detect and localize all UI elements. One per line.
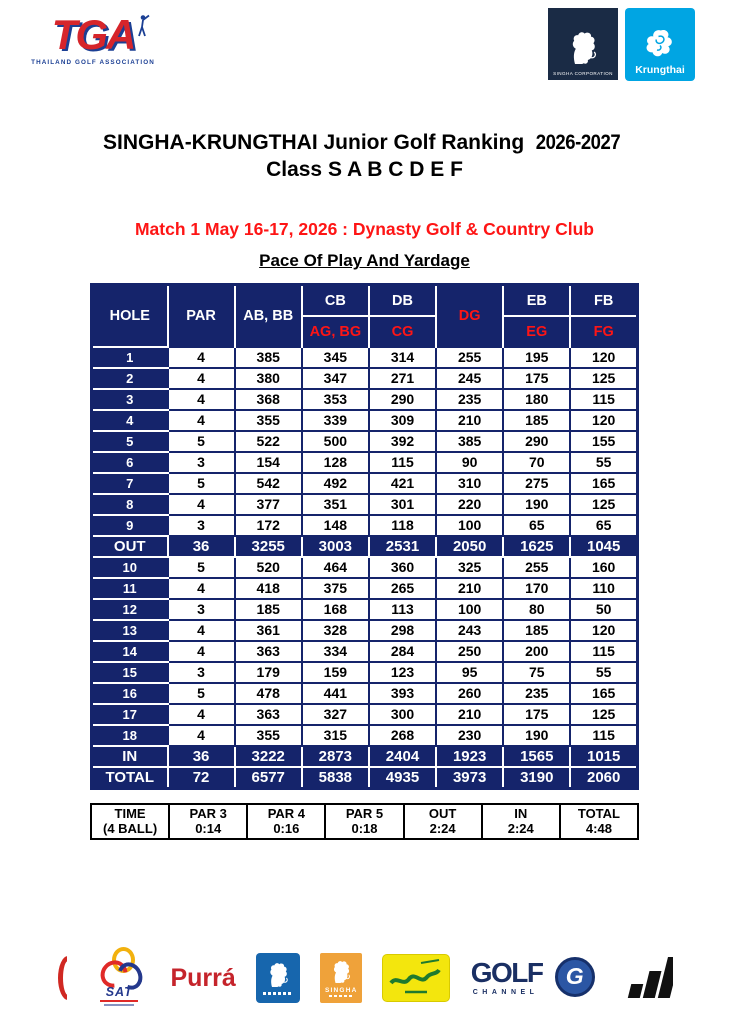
title-season: 2026-2027 xyxy=(535,131,621,154)
adidas-stripes-icon xyxy=(615,953,673,999)
summary-row xyxy=(92,767,638,789)
yardage-cell: 170 xyxy=(503,578,570,599)
hole-cell: TOTAL xyxy=(92,767,168,789)
yardage-cell: 255 xyxy=(436,347,503,368)
yardage-cell: 542 xyxy=(235,473,302,494)
yardage-cell: 120 xyxy=(570,410,637,431)
yardage-cell: 268 xyxy=(369,725,436,746)
hole-row xyxy=(92,557,638,578)
yardage-cell: 325 xyxy=(436,557,503,578)
hole-cell: 18 xyxy=(92,725,168,746)
adidas-logo xyxy=(615,953,673,1004)
yardage-cell: 3190 xyxy=(503,767,570,789)
summary-row xyxy=(92,746,638,767)
yardage-cell: 190 xyxy=(503,725,570,746)
hole-cell: 2 xyxy=(92,368,168,389)
yardage-cell: 115 xyxy=(570,389,637,410)
yardage-cell: 271 xyxy=(369,368,436,389)
par-cell: 4 xyxy=(168,410,235,431)
yardage-cell: 185 xyxy=(503,410,570,431)
yardage-cell: 95 xyxy=(436,662,503,683)
col-header-par: PAR xyxy=(168,285,235,348)
yardage-cell: 90 xyxy=(436,452,503,473)
time-cell-label: PAR 5 xyxy=(345,806,384,821)
sponsor-logos xyxy=(58,946,673,1010)
yardage-cell: 284 xyxy=(369,641,436,662)
yardage-cell: 300 xyxy=(369,704,436,725)
par-cell: 4 xyxy=(168,620,235,641)
yardage-table-body xyxy=(92,347,638,789)
golf-label: GOLF xyxy=(470,957,543,988)
yardage-cell: 327 xyxy=(302,704,369,725)
yardage-cell: 464 xyxy=(302,557,369,578)
time-cell-value: 0:14 xyxy=(195,821,222,836)
yardage-cell: 125 xyxy=(570,704,637,725)
hole-cell: 4 xyxy=(92,410,168,431)
yardage-cell: 309 xyxy=(369,410,436,431)
par-cell: 4 xyxy=(168,725,235,746)
yardage-cell: 314 xyxy=(369,347,436,368)
hole-row xyxy=(92,641,638,662)
yardage-cell: 210 xyxy=(436,704,503,725)
par-cell: 4 xyxy=(168,578,235,599)
yardage-cell: 3255 xyxy=(235,536,302,557)
yardage-cell: 179 xyxy=(235,662,302,683)
yardage-cell: 275 xyxy=(503,473,570,494)
yardage-cell: 310 xyxy=(436,473,503,494)
col-header-fg: FG xyxy=(570,316,637,347)
yardage-cell: 200 xyxy=(503,641,570,662)
par-cell: 5 xyxy=(168,473,235,494)
thai-text-line xyxy=(329,995,353,997)
yardage-cell: 2404 xyxy=(369,746,436,767)
yardage-cell: 155 xyxy=(570,431,637,452)
hole-row xyxy=(92,704,638,725)
yardage-cell: 393 xyxy=(369,683,436,704)
channel-label: CHANNEL xyxy=(472,989,539,996)
yardage-cell: 175 xyxy=(503,704,570,725)
title-line1: SINGHA-KRUNGTHAI Junior Golf Ranking xyxy=(103,131,525,154)
yardage-cell: 478 xyxy=(235,683,302,704)
time-cell xyxy=(91,804,169,839)
singha-lion-icon xyxy=(266,961,290,989)
yardage-cell: 175 xyxy=(503,368,570,389)
thai-text-line xyxy=(263,992,293,995)
col-header-fb: FB xyxy=(570,285,637,317)
yardage-cell: 185 xyxy=(235,599,302,620)
yardage-cell: 265 xyxy=(369,578,436,599)
yardage-cell: 70 xyxy=(503,452,570,473)
yardage-cell: 355 xyxy=(235,725,302,746)
par-cell: 3 xyxy=(168,662,235,683)
hole-cell: 5 xyxy=(92,431,168,452)
yardage-cell: 154 xyxy=(235,452,302,473)
par-cell: 4 xyxy=(168,389,235,410)
par-cell: 36 xyxy=(168,536,235,557)
yardage-cell: 115 xyxy=(369,452,436,473)
yardage-cell: 235 xyxy=(436,389,503,410)
yardage-cell: 180 xyxy=(503,389,570,410)
hole-cell: 13 xyxy=(92,620,168,641)
hole-row xyxy=(92,389,638,410)
golf-channel-g-icon: G xyxy=(555,957,595,997)
tga-wordmark: TGA xyxy=(51,11,135,58)
hole-row xyxy=(92,599,638,620)
yardage-cell: 421 xyxy=(369,473,436,494)
hole-row xyxy=(92,725,638,746)
yardage-cell: 360 xyxy=(369,557,436,578)
singha-logo xyxy=(320,953,362,1003)
yardage-cell: 75 xyxy=(503,662,570,683)
yardage-cell: 418 xyxy=(235,578,302,599)
sat-microtext xyxy=(104,1004,134,1006)
singha-lion-icon xyxy=(330,959,352,985)
title-line2: Class S A B C D E F xyxy=(266,158,463,181)
yardage-cell: 2060 xyxy=(570,767,637,789)
par-cell: 4 xyxy=(168,494,235,515)
yardage-cell: 353 xyxy=(302,389,369,410)
time-table-row xyxy=(91,804,638,839)
hole-cell: 11 xyxy=(92,578,168,599)
yardage-cell: 195 xyxy=(503,347,570,368)
yardage-cell: 1045 xyxy=(570,536,637,557)
time-cell-value: 4:48 xyxy=(585,821,612,836)
hole-row xyxy=(92,368,638,389)
yardage-cell: 3003 xyxy=(302,536,369,557)
yardage-cell: 2050 xyxy=(436,536,503,557)
yardage-cell: 6577 xyxy=(235,767,302,789)
thai-script-icon xyxy=(383,955,449,1001)
yardage-cell: 80 xyxy=(503,599,570,620)
hole-cell: 6 xyxy=(92,452,168,473)
time-cell-value: (4 BALL) xyxy=(102,821,158,836)
yardage-table-header xyxy=(92,285,638,348)
hole-cell: 17 xyxy=(92,704,168,725)
time-cell-label: TIME xyxy=(114,806,146,821)
yardage-cell: 328 xyxy=(302,620,369,641)
yardage-cell: 120 xyxy=(570,347,637,368)
yardage-cell: 522 xyxy=(235,431,302,452)
yardage-cell: 120 xyxy=(570,620,637,641)
yardage-cell: 210 xyxy=(436,410,503,431)
hole-cell: 15 xyxy=(92,662,168,683)
yardage-cell: 315 xyxy=(302,725,369,746)
hole-cell: 7 xyxy=(92,473,168,494)
hole-row xyxy=(92,662,638,683)
col-header-eb: EB xyxy=(503,285,570,317)
yardage-cell: 2873 xyxy=(302,746,369,767)
yardage-cell: 65 xyxy=(570,515,637,536)
hole-row xyxy=(92,431,638,452)
krungthai-label: Krungthai xyxy=(635,64,685,76)
yardage-cell: 243 xyxy=(436,620,503,641)
yardage-cell: 245 xyxy=(436,368,503,389)
time-cell-label: OUT xyxy=(428,806,457,821)
hole-cell: 9 xyxy=(92,515,168,536)
yardage-cell: 255 xyxy=(503,557,570,578)
singha-lion-icon xyxy=(567,29,599,67)
hole-row xyxy=(92,620,638,641)
col-header-ab-bb: AB, BB xyxy=(235,285,302,348)
time-cell-label: TOTAL xyxy=(577,806,620,821)
tga-subtext: THAILAND GOLF ASSOCIATION xyxy=(31,59,155,66)
hole-cell: 8 xyxy=(92,494,168,515)
time-cell xyxy=(325,804,403,839)
col-header-eg: EG xyxy=(503,316,570,347)
par-cell: 3 xyxy=(168,452,235,473)
par-cell: 72 xyxy=(168,767,235,789)
yardage-cell: 115 xyxy=(570,641,637,662)
time-cell-value: 0:18 xyxy=(351,821,378,836)
yardage-cell: 65 xyxy=(503,515,570,536)
yardage-cell: 363 xyxy=(235,641,302,662)
yardage-cell: 159 xyxy=(302,662,369,683)
yardage-cell: 1923 xyxy=(436,746,503,767)
singha-corporation-label: SINGHA CORPORATION xyxy=(553,71,613,76)
yardage-cell: 298 xyxy=(369,620,436,641)
yardage-cell: 185 xyxy=(503,620,570,641)
hole-cell: OUT xyxy=(92,536,168,557)
yardage-cell: 172 xyxy=(235,515,302,536)
hole-cell: 16 xyxy=(92,683,168,704)
par-cell: 4 xyxy=(168,368,235,389)
yardage-cell: 345 xyxy=(302,347,369,368)
yardage-cell: 385 xyxy=(235,347,302,368)
yardage-cell: 520 xyxy=(235,557,302,578)
par-cell: 4 xyxy=(168,641,235,662)
hole-row xyxy=(92,515,638,536)
yardage-cell: 368 xyxy=(235,389,302,410)
time-cell xyxy=(404,804,482,839)
time-cell xyxy=(247,804,325,839)
krungthai-logo xyxy=(625,8,695,81)
page-title xyxy=(0,129,729,183)
hole-cell: IN xyxy=(92,746,168,767)
hole-row xyxy=(92,410,638,431)
yardage-cell: 2531 xyxy=(369,536,436,557)
yardage-cell: 301 xyxy=(369,494,436,515)
yardage-cell: 260 xyxy=(436,683,503,704)
yardage-cell: 363 xyxy=(235,704,302,725)
yardage-cell: 110 xyxy=(570,578,637,599)
hole-row xyxy=(92,473,638,494)
yardage-cell: 50 xyxy=(570,599,637,620)
yardage-table xyxy=(90,283,639,790)
yardage-cell: 1015 xyxy=(570,746,637,767)
yardage-cell: 190 xyxy=(503,494,570,515)
yardage-cell: 250 xyxy=(436,641,503,662)
yardage-cell: 118 xyxy=(369,515,436,536)
par-cell: 3 xyxy=(168,515,235,536)
yardage-cell: 3222 xyxy=(235,746,302,767)
sat-underline xyxy=(100,1000,138,1002)
yardage-cell: 55 xyxy=(570,662,637,683)
time-cell xyxy=(482,804,560,839)
time-table xyxy=(90,803,639,840)
section-heading: Pace Of Play And Yardage xyxy=(259,251,470,270)
purra-logo: Purrá xyxy=(170,963,236,992)
yardage-cell: 377 xyxy=(235,494,302,515)
par-cell: 3 xyxy=(168,599,235,620)
singha-label: SINGHA xyxy=(325,987,358,994)
time-cell xyxy=(169,804,247,839)
time-cell-value: 2:24 xyxy=(429,821,456,836)
time-cell-label: IN xyxy=(514,806,528,821)
par-cell: 5 xyxy=(168,557,235,578)
yardage-cell: 55 xyxy=(570,452,637,473)
time-cell xyxy=(560,804,638,839)
yardage-cell: 4935 xyxy=(369,767,436,789)
yardage-cell: 125 xyxy=(570,368,637,389)
col-header-ag-bg: AG, BG xyxy=(302,316,369,347)
sat-label: SAT xyxy=(105,985,133,999)
time-cell-value: 0:16 xyxy=(273,821,300,836)
match-info: Match 1 May 16-17, 2026 : Dynasty Golf & Country Club xyxy=(134,219,594,239)
yardage-cell: 351 xyxy=(302,494,369,515)
time-cell-label: PAR 3 xyxy=(189,806,227,821)
yardage-cell: 339 xyxy=(302,410,369,431)
yardage-cell: 441 xyxy=(302,683,369,704)
yardage-cell: 210 xyxy=(436,578,503,599)
yardage-cell: 123 xyxy=(369,662,436,683)
yardage-cell: 148 xyxy=(302,515,369,536)
yardage-cell: 500 xyxy=(302,431,369,452)
singha-water-logo xyxy=(256,953,300,1003)
yardage-cell: 230 xyxy=(436,725,503,746)
time-cell-value: 2:24 xyxy=(507,821,534,836)
hole-cell: 3 xyxy=(92,389,168,410)
krungthai-bird-icon xyxy=(642,27,678,61)
hole-cell: 12 xyxy=(92,599,168,620)
yardage-cell: 290 xyxy=(369,389,436,410)
yardage-cell: 113 xyxy=(369,599,436,620)
par-cell: 4 xyxy=(168,704,235,725)
yardage-cell: 1625 xyxy=(503,536,570,557)
yardage-cell: 1565 xyxy=(503,746,570,767)
yardage-cell: 125 xyxy=(570,494,637,515)
hole-cell: 10 xyxy=(92,557,168,578)
hole-row xyxy=(92,683,638,704)
yardage-cell: 165 xyxy=(570,473,637,494)
yardage-cell: 115 xyxy=(570,725,637,746)
yardage-cell: 128 xyxy=(302,452,369,473)
par-cell: 36 xyxy=(168,746,235,767)
singha-corporation-logo xyxy=(548,8,618,80)
yardage-cell: 334 xyxy=(302,641,369,662)
yardage-cell: 361 xyxy=(235,620,302,641)
col-header-dg: DG xyxy=(436,285,503,348)
yardage-cell: 168 xyxy=(302,599,369,620)
col-header-db: DB xyxy=(369,285,436,317)
yardage-cell: 100 xyxy=(436,515,503,536)
sat-logo xyxy=(88,947,150,1009)
yardage-cell: 235 xyxy=(503,683,570,704)
par-cell: 5 xyxy=(168,683,235,704)
tga-logo xyxy=(30,12,156,66)
hole-row xyxy=(92,452,638,473)
hole-cell: 14 xyxy=(92,641,168,662)
par-cell: 5 xyxy=(168,431,235,452)
yardage-cell: 380 xyxy=(235,368,302,389)
col-header-hole: HOLE xyxy=(92,285,168,348)
srisawad-logo xyxy=(382,954,450,1002)
yardage-cell: 160 xyxy=(570,557,637,578)
yardage-cell: 165 xyxy=(570,683,637,704)
cropped-logo-arc-icon xyxy=(58,956,78,1000)
hole-cell: 1 xyxy=(92,347,168,368)
yardage-cell: 355 xyxy=(235,410,302,431)
par-cell: 4 xyxy=(168,347,235,368)
yardage-cell: 3973 xyxy=(436,767,503,789)
hole-row xyxy=(92,494,638,515)
hole-row xyxy=(92,347,638,368)
summary-row xyxy=(92,536,638,557)
yardage-cell: 392 xyxy=(369,431,436,452)
hole-row xyxy=(92,578,638,599)
yardage-cell: 290 xyxy=(503,431,570,452)
golf-channel-logo xyxy=(471,955,595,1001)
yardage-cell: 385 xyxy=(436,431,503,452)
golfer-icon xyxy=(134,14,150,38)
col-header-cb: CB xyxy=(302,285,369,317)
time-cell-label: PAR 4 xyxy=(267,806,306,821)
yardage-cell: 492 xyxy=(302,473,369,494)
yardage-cell: 5838 xyxy=(302,767,369,789)
yardage-cell: 100 xyxy=(436,599,503,620)
yardage-cell: 220 xyxy=(436,494,503,515)
yardage-cell: 347 xyxy=(302,368,369,389)
col-header-cg: CG xyxy=(369,316,436,347)
partner-logos xyxy=(548,8,695,81)
yardage-cell: 375 xyxy=(302,578,369,599)
